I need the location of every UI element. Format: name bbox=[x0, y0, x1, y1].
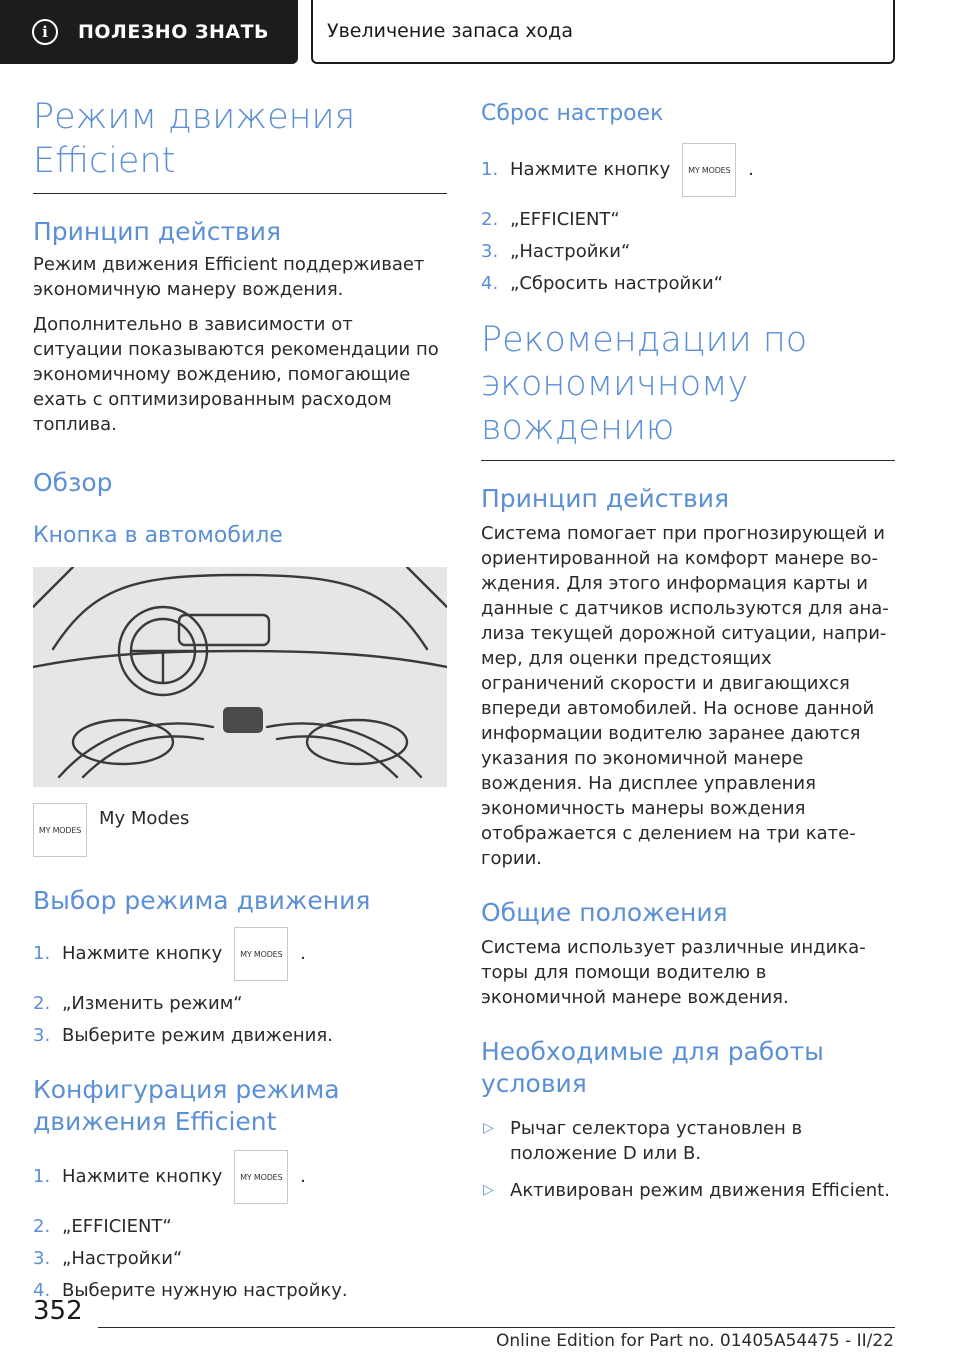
step-item: 2. „EFFICIENT“ bbox=[481, 209, 620, 230]
header-tab bbox=[0, 0, 298, 64]
triangle-bullet-icon: ▷ bbox=[483, 1182, 494, 1198]
select-steps bbox=[33, 927, 447, 1048]
recommendations-title: Рекомендации по экономичному вождению bbox=[481, 318, 895, 461]
page-title: Режим движения Efficient bbox=[33, 95, 447, 194]
step-item: 3. „Настройки“ bbox=[481, 241, 631, 262]
right-column bbox=[481, 95, 895, 1215]
my-modes-button-icon: MY MODES bbox=[234, 1150, 288, 1204]
footer-edition: Online Edition for Part no. 01405A54475 - II/22 bbox=[495, 1331, 894, 1351]
principle-heading: Принцип действия bbox=[481, 484, 730, 513]
principle-text-1: Режим движения Efficient поддерживает экономичную манеру вождения. bbox=[33, 254, 425, 300]
general-heading: Общие положения bbox=[481, 898, 728, 927]
list-item: ▷ Рычаг селектора установлен в положение D или B. bbox=[483, 1118, 803, 1164]
step-item: 4. Выберите нужную настройку. bbox=[33, 1280, 348, 1301]
section-title: Увеличение запаса хода bbox=[311, 0, 895, 64]
config-steps bbox=[33, 1150, 447, 1303]
triangle-bullet-icon: ▷ bbox=[483, 1120, 494, 1136]
my-modes-button-icon: MY MODES bbox=[682, 143, 736, 197]
step-item: 3. „Настройки“ bbox=[33, 1248, 183, 1269]
cockpit-illustration bbox=[33, 567, 447, 787]
my-modes-button-icon: MY MODES bbox=[33, 803, 87, 857]
reset-steps bbox=[481, 143, 895, 296]
button-legend bbox=[33, 803, 447, 857]
button-caption: My Modes bbox=[99, 808, 190, 829]
step-item: 2. „Изменить режим“ bbox=[33, 993, 243, 1014]
step-item: 1. Нажмите кнопку MY MODES . bbox=[33, 1150, 447, 1204]
button-heading: Кнопка в автомобиле bbox=[33, 523, 283, 548]
overview-heading: Обзор bbox=[33, 468, 113, 497]
step-item: 1. Нажмите кнопку MY MODES . bbox=[33, 927, 447, 981]
step-item: 3. Выберите режим движения. bbox=[33, 1025, 333, 1046]
principle-text-2: Дополнительно в зависимости от ситуации показываются рекомендации по экономичному вождению, помогающие ехать с оптимизированным расходом топлива. bbox=[33, 314, 439, 435]
principle-text: Система помогает при прогнозирующей и ориентированной на комфорт манере вождения. Для этого информация карты и данные с датчиков используются для анализа текущей дорожной ситуации, например, для оценки предстоящих ограничений скорости и двигающихся впереди автомобилей. На основе данной информации водителю заранее даются указания по экономичной манере вождения. На дисплее управления экономичность манеры вождения отображается с делением на три категории. bbox=[481, 523, 889, 869]
reset-heading: Сброс настроек bbox=[481, 101, 664, 126]
conditions-heading: Необходимые для работы условия bbox=[481, 1037, 824, 1098]
general-text: Система использует различные индикаторы для помощи водителю в экономичной манере вождения. bbox=[481, 937, 866, 1008]
conditions-list bbox=[481, 1116, 895, 1203]
select-mode-heading: Выбор режима движения bbox=[33, 886, 371, 915]
step-item: 4. „Сбросить настройки“ bbox=[481, 273, 724, 294]
footer-divider bbox=[98, 1327, 895, 1328]
step-item: 1. Нажмите кнопку MY MODES . bbox=[481, 143, 895, 197]
info-icon: i bbox=[32, 19, 58, 45]
my-modes-button-icon: MY MODES bbox=[234, 927, 288, 981]
page-number: 352 bbox=[33, 1296, 83, 1326]
config-heading: Конфигурация режима движения Efficient bbox=[33, 1075, 340, 1136]
header-tab-label: ПОЛЕЗНО ЗНАТЬ bbox=[78, 21, 270, 43]
left-column bbox=[33, 95, 447, 1310]
list-item: ▷ Активирован режим движения Efficient. bbox=[483, 1180, 890, 1201]
principle-heading: Принцип действия bbox=[33, 217, 282, 246]
step-item: 2. „EFFICIENT“ bbox=[33, 1216, 172, 1237]
